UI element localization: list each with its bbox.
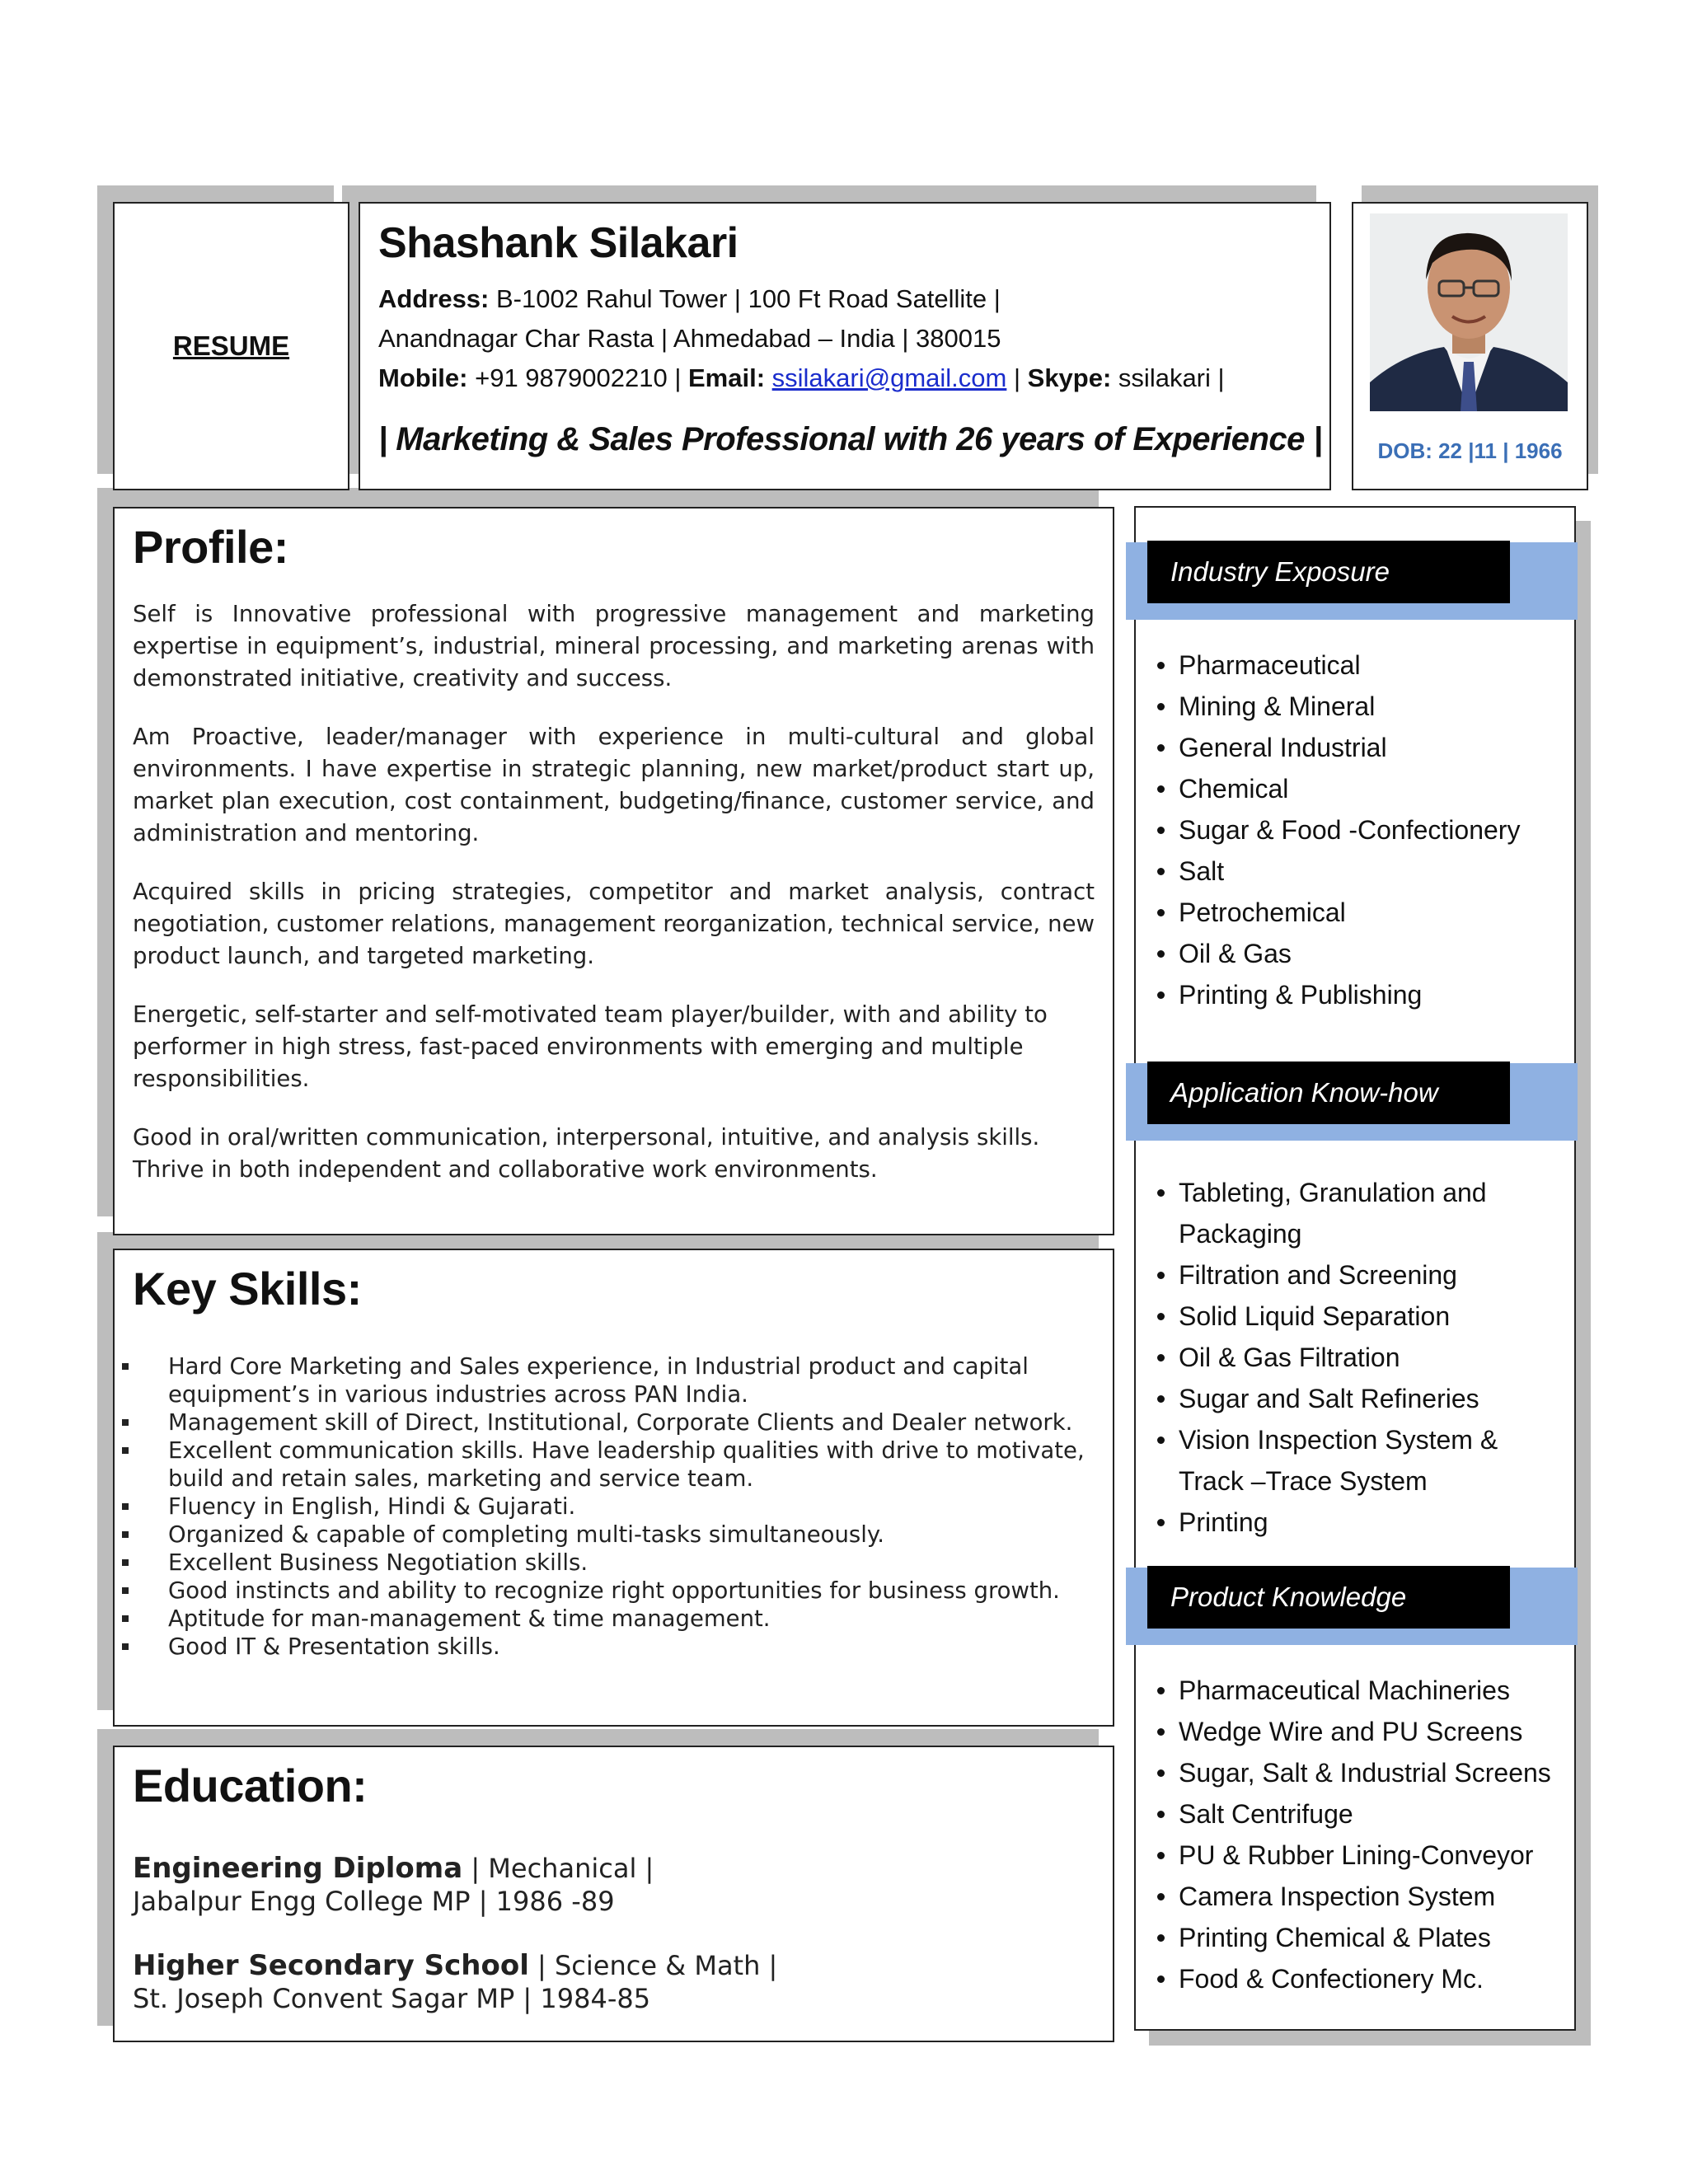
product-item: Wedge Wire and PU Screens bbox=[1154, 1711, 1566, 1752]
application-item: Solid Liquid Separation bbox=[1154, 1296, 1566, 1337]
email-label: Email: bbox=[688, 363, 766, 392]
application-knowhow-list bbox=[1154, 1172, 1566, 1543]
skill-item: Management skill of Direct, Institutional, Corporate Clients and Dealer network. bbox=[112, 1408, 1095, 1436]
mobile-number: +91 9879002210 | bbox=[467, 363, 688, 392]
skill-item: Organized & capable of completing multi-tasks simultaneously. bbox=[112, 1521, 1095, 1549]
key-skills-list bbox=[112, 1352, 1095, 1661]
industry-item: Salt bbox=[1154, 851, 1566, 892]
profile-photo bbox=[1370, 213, 1568, 411]
profile-paragraph: Good in oral/written communication, interpersonal, intuitive, and analysis skills. Thrive in both independent and collaborative work environments. bbox=[133, 1124, 1040, 1183]
education-school: Jabalpur Engg College MP | 1986 -89 bbox=[133, 1886, 615, 1917]
resume-label: RESUME bbox=[172, 330, 290, 361]
person-portrait-icon bbox=[1370, 213, 1568, 411]
application-knowhow-band bbox=[1126, 1063, 1578, 1141]
skill-item: Good IT & Presentation skills. bbox=[112, 1633, 1095, 1661]
industry-item: Pharmaceutical bbox=[1154, 644, 1566, 686]
skype-separator: | bbox=[1006, 363, 1028, 392]
industry-item: Chemical bbox=[1154, 768, 1566, 809]
key-skills-title: Key Skills: bbox=[133, 1263, 362, 1315]
education-degree: Higher Secondary School bbox=[133, 1949, 529, 1982]
education-degree: Engineering Diploma bbox=[133, 1852, 463, 1885]
date-of-birth: DOB: 22 |11 | 1966 bbox=[1377, 438, 1563, 463]
contact-header bbox=[359, 202, 1331, 490]
industry-item: Sugar & Food -Confectionery bbox=[1154, 809, 1566, 851]
product-item: Pharmaceutical Machineries bbox=[1154, 1670, 1566, 1711]
industry-item: Oil & Gas bbox=[1154, 933, 1566, 974]
address-line-2: Anandnagar Char Rasta | Ahmedabad – India | 380015 bbox=[378, 324, 1001, 353]
product-item: Food & Confectionery Mc. bbox=[1154, 1958, 1566, 1999]
product-knowledge-band bbox=[1126, 1568, 1578, 1645]
professional-tagline: | Marketing & Sales Professional with 26 years of Experience | bbox=[378, 421, 1323, 457]
product-knowledge-list bbox=[1154, 1670, 1566, 1999]
application-item: Tableting, Granulation and Packaging bbox=[1154, 1172, 1566, 1254]
contact-line bbox=[378, 359, 1311, 398]
skill-item: Good instincts and ability to recognize right opportunities for business growth. bbox=[112, 1577, 1095, 1605]
profile-title: Profile: bbox=[133, 521, 288, 573]
education-detail: | Science & Math | bbox=[528, 1950, 778, 1981]
education-section bbox=[113, 1746, 1114, 2042]
resume-label-box bbox=[113, 202, 349, 490]
application-item: Filtration and Screening bbox=[1154, 1254, 1566, 1296]
industry-item: General Industrial bbox=[1154, 727, 1566, 768]
key-skills-section bbox=[113, 1249, 1114, 1727]
candidate-name: Shashank Silakari bbox=[378, 219, 738, 267]
skype-label: Skype: bbox=[1027, 363, 1112, 392]
industry-item: Printing & Publishing bbox=[1154, 974, 1566, 1015]
application-item: Oil & Gas Filtration bbox=[1154, 1337, 1566, 1378]
skill-item: Aptitude for man-management & time management. bbox=[112, 1605, 1095, 1633]
skill-item: Excellent Business Negotiation skills. bbox=[112, 1549, 1095, 1577]
email-link[interactable]: ssilakari@gmail.com bbox=[771, 363, 1007, 392]
education-detail: | Mechanical | bbox=[462, 1853, 654, 1884]
skype-id: ssilakari | bbox=[1111, 363, 1225, 392]
industry-item: Mining & Mineral bbox=[1154, 686, 1566, 727]
industry-item: Petrochemical bbox=[1154, 892, 1566, 933]
skill-item: Excellent communication skills. Have leadership qualities with drive to motivate, build and retain sales, marketing and service team. bbox=[112, 1436, 1095, 1493]
application-item: Printing bbox=[1154, 1502, 1566, 1543]
product-item: Salt Centrifuge bbox=[1154, 1793, 1566, 1835]
education-school: St. Joseph Convent Sagar MP | 1984-85 bbox=[133, 1983, 651, 2014]
profile-section bbox=[113, 507, 1114, 1235]
education-entry bbox=[133, 1852, 1095, 1918]
mobile-label: Mobile: bbox=[378, 363, 468, 392]
address-text-1: B-1002 Rahul Tower | 100 Ft Road Satellite | bbox=[489, 284, 1001, 313]
profile-paragraph: Am Proactive, leader/manager with experience in multi-cultural and global environments. I have expertise in strategic planning, new market/product start up, market plan execution, cost containment, budgeting/finance, customer service, and administration and mentoring. bbox=[133, 724, 1095, 846]
product-knowledge-title: Product Knowledge bbox=[1147, 1566, 1510, 1629]
industry-exposure-band bbox=[1126, 542, 1578, 620]
product-item: Camera Inspection System bbox=[1154, 1876, 1566, 1917]
application-item: Sugar and Salt Refineries bbox=[1154, 1378, 1566, 1419]
expertise-sidebar bbox=[1134, 506, 1576, 2031]
profile-paragraph: Self is Innovative professional with progressive management and marketing expertise in equipment’s, industrial, mineral processing, and marketing arenas with demonstrated initiative, creativity and success. bbox=[133, 601, 1095, 691]
profile-paragraph: Energetic, self-starter and self-motivated team player/builder, with and ability to performer in high stress, fast-paced environments with emerging and multiple responsibilities. bbox=[133, 1001, 1048, 1092]
skill-item: Hard Core Marketing and Sales experience, in Industrial product and capital equipment’s in various industries across PAN India. bbox=[112, 1352, 1095, 1408]
industry-exposure-list bbox=[1154, 644, 1566, 1015]
product-item: PU & Rubber Lining-Conveyor bbox=[1154, 1835, 1566, 1876]
application-item: Vision Inspection System & Track –Trace System bbox=[1154, 1419, 1566, 1502]
education-entry bbox=[133, 1949, 1095, 2015]
profile-paragraph: Acquired skills in pricing strategies, competitor and market analysis, contract negotiation, customer relations, management reorganization, technical service, new product launch, and targeted marketing. bbox=[133, 879, 1095, 969]
industry-exposure-title: Industry Exposure bbox=[1147, 541, 1510, 603]
skill-item: Fluency in English, Hindi & Gujarati. bbox=[112, 1493, 1095, 1521]
product-item: Printing Chemical & Plates bbox=[1154, 1917, 1566, 1958]
application-knowhow-title: Application Know-how bbox=[1147, 1062, 1510, 1124]
product-item: Sugar, Salt & Industrial Screens bbox=[1154, 1752, 1566, 1793]
address-label: Address: bbox=[378, 284, 490, 313]
education-title: Education: bbox=[133, 1760, 368, 1811]
address-line-1 bbox=[378, 279, 1311, 319]
photo-box bbox=[1352, 202, 1588, 490]
